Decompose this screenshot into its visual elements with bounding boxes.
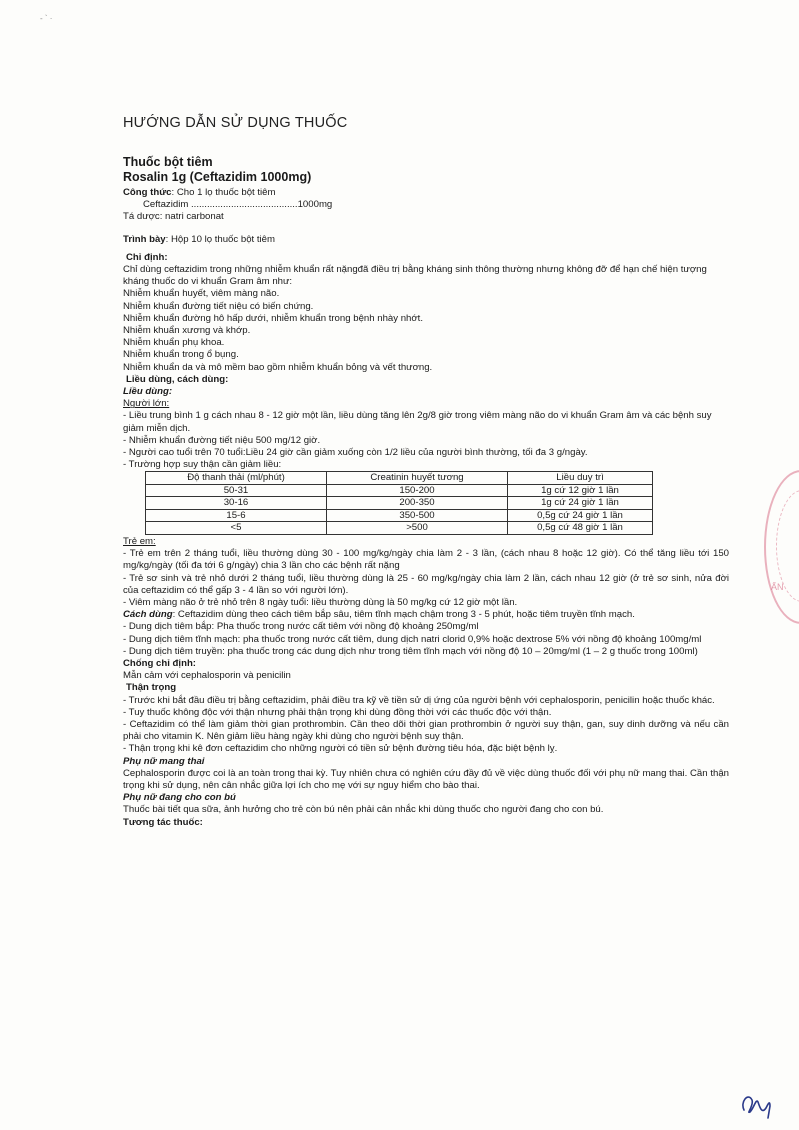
table-cell: 15-6	[146, 509, 327, 522]
table-cell: <5	[146, 522, 327, 535]
table-header-cell: Độ thanh thải (ml/phút)	[146, 472, 327, 485]
pregnancy-heading: Phụ nữ mang thai	[123, 755, 205, 767]
breastfeeding-heading: Phụ nữ đang cho con bú	[123, 792, 236, 804]
table-cell: 150-200	[327, 484, 508, 497]
table-row	[146, 497, 653, 510]
adult-dose-line: - Liều trung bình 1 g cách nhau 8 - 12 giờ một lần, liều dùng tăng lên 2g/8 giờ trong viêm màng não do vi khuẩn Gram âm và các bệnh suy giảm miễn dịch.	[123, 410, 712, 434]
dosage-form: Thuốc bột tiêm	[123, 155, 213, 169]
table-row	[146, 522, 653, 535]
administration-line: - Dung dịch tiêm tĩnh mạch: pha thuốc trong nước cất tiêm, dung dịch natri clorid 0,9% hoặc dextrose 5% với nồng độ khoảng 100mg/ml	[123, 633, 702, 645]
pregnancy-text: Cephalosporin được coi là an toàn trong thai kỳ. Tuy nhiên chưa có nghiên cứu đầy đủ về việc dùng thuốc đối với phụ nữ mang thai. Cần thận trọng khi sử dụng, nên cân nhắc giữa lợi ích cho mẹ với sự nguy hiểm cho bào thai.	[123, 767, 729, 792]
adults-label: Người lớn:	[123, 398, 170, 410]
table-cell: 50-31	[146, 484, 327, 497]
stamp-text: ẤN	[771, 582, 784, 592]
indication-item: Nhiễm khuẩn trong ổ bụng.	[123, 349, 239, 361]
renal-dose-table	[145, 471, 653, 535]
composition-line	[123, 187, 729, 199]
table-header-cell: Creatinin huyết tương	[327, 472, 508, 485]
table-header-cell: Liều duy trì	[508, 472, 653, 485]
table-cell: 30-16	[146, 497, 327, 510]
children-label: Trẻ em:	[123, 535, 156, 547]
table-cell: 0,5g cứ 48 giờ 1 lần	[508, 522, 653, 535]
indication-item: Nhiễm khuẩn xương và khớp.	[123, 325, 251, 337]
packaging-line	[123, 234, 729, 246]
precaution-line: - Tuy thuốc không độc với thận nhưng phải thận trọng khi dùng đồng thời với các thuốc độc với thận.	[123, 706, 552, 718]
packaging-label: Trình bày	[123, 233, 166, 245]
handwritten-initial	[738, 1088, 778, 1120]
child-dose-line: - Viêm màng não ở trẻ nhỏ trên 8 ngày tuổi: liều thường dùng là 50 mg/kg cứ 12 giờ một lần.	[123, 596, 518, 608]
administration-intro	[123, 609, 729, 621]
composition-text: : Cho 1 lọ thuốc bột tiêm	[171, 187, 276, 198]
indication-item: Nhiễm khuẩn đường tiết niệu có biến chứng.	[123, 300, 314, 312]
corner-mark: - ` ·	[40, 14, 53, 23]
table-cell: 1g cứ 24 giờ 1 lần	[508, 497, 653, 510]
breastfeeding-text: Thuốc bài tiết qua sữa, ảnh hưởng cho trẻ còn bú nên phải cân nhắc khi dùng thuốc cho người đang cho con bú.	[123, 804, 604, 816]
product-name: Rosalin 1g (Ceftazidim 1000mg)	[123, 170, 312, 184]
administration-line: - Dung dịch tiêm bắp: Pha thuốc trong nước cất tiêm với nồng độ khoảng 250mg/ml	[123, 621, 479, 633]
administration-line: - Dung dịch tiêm truyền: pha thuốc trong các dung dịch như trong tiêm tĩnh mạch với nồng độ 10 – 20mg/ml (1 – 2 g thuốc trong 100ml)	[123, 645, 698, 657]
packaging-text: : Hộp 10 lọ thuốc bột tiêm	[165, 233, 275, 245]
precaution-line: - Thận trọng khi kê đơn ceftazidim cho những người có tiền sử bệnh đường tiêu hóa, đặc biệt bệnh lỵ.	[123, 743, 558, 755]
table-cell: 1g cứ 12 giờ 1 lần	[508, 484, 653, 497]
table-cell: >500	[327, 522, 508, 535]
precaution-line: - Trước khi bắt đầu điều trị bằng ceftazidim, phải điều tra kỹ về tiền sử dị ứng của người bệnh với cephalosporin, penicilin hoặc thuốc khác.	[123, 694, 715, 706]
indication-item: Nhiễm khuẩn huyết, viêm màng não.	[123, 288, 280, 300]
precautions-heading: Thận trọng	[126, 682, 177, 694]
table-header-row	[146, 472, 653, 485]
contraindications-text: Mẫn cảm với cephalosporin và penicilin	[123, 670, 291, 682]
dosage-heading: Liều dùng, cách dùng:	[126, 373, 229, 385]
child-dose-line: - Trẻ em trên 2 tháng tuổi, liều thường dùng 30 - 100 mg/kg/ngày chia làm 2 - 3 lần, (cách nhau 8 hoặc 12 giờ). Có thể tăng liều tới 150 mg/kg/ngày (tối đa tới 6 g/ngày) chia 3 lần cho các bệnh rất nặng	[123, 548, 729, 572]
indication-item: Nhiễm khuẩn da và mô mềm bao gồm nhiễm khuẩn bỏng và vết thương.	[123, 361, 433, 373]
precaution-line: - Ceftazidim có thể làm giảm thời gian prothrombin. Cần theo dõi thời gian prothrombin ở người suy thận, gan, suy dinh dưỡng và nếu cần phải cho vitamin K. Nên giảm liều hàng ngày khi dùng cho người bệnh suy thận.	[123, 719, 729, 743]
administration-text: : Ceftazidim dùng theo cách tiêm bắp sâu, tiêm tĩnh mạch chậm trong 3 - 5 phút, hoặc tiêm truyền tĩnh mạch.	[172, 609, 635, 621]
table-row	[146, 484, 653, 497]
indications-heading: Chỉ định:	[126, 251, 168, 263]
adult-dose-line: - Nhiễm khuẩn đường tiết niệu 500 mg/12 giờ.	[123, 434, 321, 446]
administration-label: Cách dùng	[123, 609, 173, 621]
child-dose-line: - Trẻ sơ sinh và trẻ nhỏ dưới 2 tháng tuổi, liều thường dùng là 25 - 60 mg/kg/ngày chia làm 2 lần, cách nhau 12 giờ (ở trẻ sơ sinh, nửa đời của ceftazidim có thể gấp 3 - 4 lần so với người lớn).	[123, 572, 729, 596]
dosage-subheading: Liều dùng:	[123, 386, 173, 398]
adult-dose-line: - Người cao tuổi trên 70 tuổi:Liều 24 giờ cần giảm xuống còn 1/2 liều của người bình thường, tối đa 3 g/ngày.	[123, 447, 588, 459]
indications-intro: Chỉ dùng ceftazidim trong những nhiễm khuẩn rất nặngđã điều trị bằng kháng sinh thông thường nhưng không đỡ để hạn chế hiện tượng kháng thuốc do vi khuẩn Gram âm như:	[123, 264, 707, 288]
indication-item: Nhiễm khuẩn đường hô hấp dưới, nhiễm khuẩn trong bệnh nhày nhớt.	[123, 312, 424, 324]
table-cell: 0,5g cứ 24 giờ 1 lần	[508, 509, 653, 522]
indication-item: Nhiễm khuẩn phụ khoa.	[123, 337, 225, 349]
adult-dose-line: - Trường hợp suy thận cần giảm liều:	[123, 459, 282, 471]
document-title: HƯỚNG DẪN SỬ DỤNG THUỐC	[123, 115, 348, 131]
contraindications-heading: Chống chỉ định:	[123, 658, 197, 669]
table-cell: 200-350	[327, 497, 508, 510]
composition-label: Công thức	[123, 187, 172, 198]
interactions-heading: Tương tác thuốc:	[123, 816, 203, 828]
excipient-line: Tá dược: natri carbonat	[123, 211, 224, 223]
table-row	[146, 509, 653, 522]
table-cell: 350-500	[327, 509, 508, 522]
document-body	[123, 155, 729, 829]
active-ingredient-line: Ceftazidim ........................................1000mg	[143, 199, 333, 211]
